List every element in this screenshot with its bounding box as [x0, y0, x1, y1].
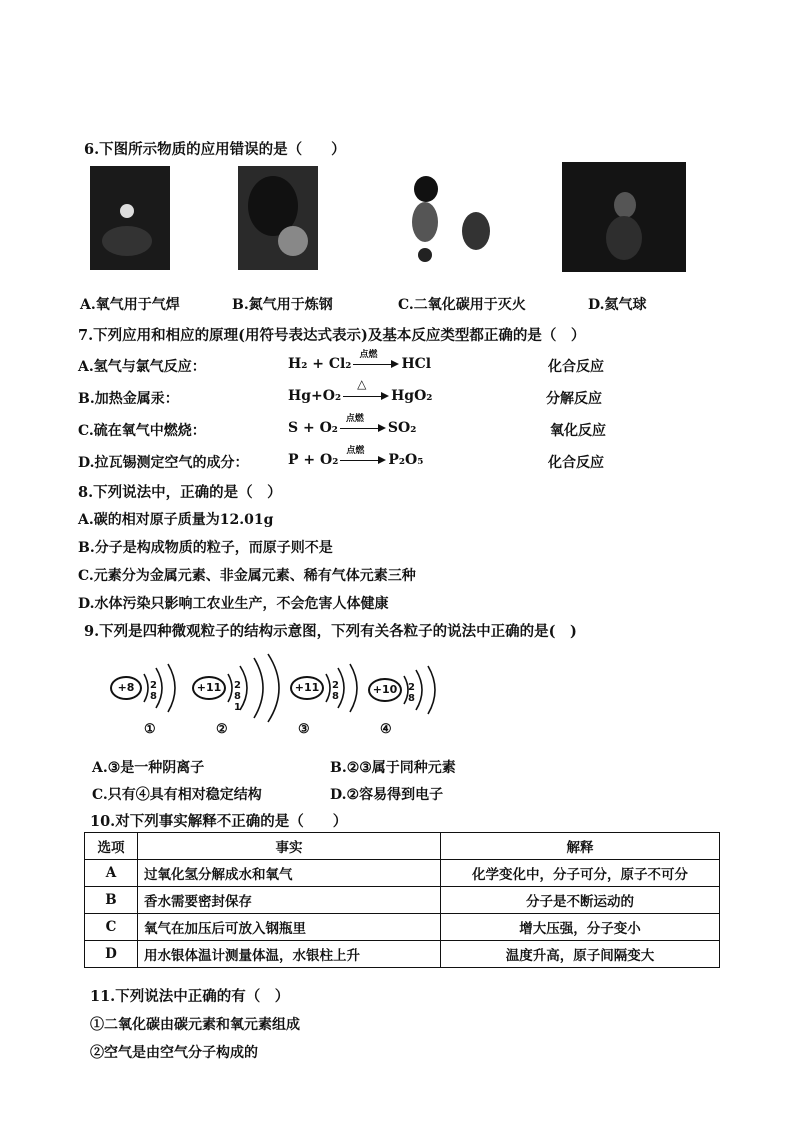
q6-option-c: C.二氧化碳用于灭火 [398, 297, 526, 313]
row-c-explanation: 增大压强，分子变小 [441, 914, 720, 941]
q9-option-d: D.②容易得到电子 [330, 787, 444, 803]
row-a-option: A [85, 860, 138, 887]
atom-1-nucleus: +8 [110, 676, 142, 700]
row-a-fact: 过氧化氢分解成水和氧气 [138, 860, 441, 887]
q7-row-c-condition: 点燃 [345, 414, 364, 424]
electron-shell-arcs-icon [316, 660, 376, 716]
q11-stem: 11.下列说法中正确的有（ ） [90, 988, 290, 1005]
reaction-arrow-icon [353, 350, 399, 371]
q6-stem: 6.下图所示物质的应用错误的是（ ） [84, 141, 346, 158]
q7-row-c-label: C.硫在氧气中燃烧： [78, 423, 206, 439]
row-b-option: B [85, 887, 138, 914]
q7-row-b-products: HgO₂ [391, 388, 433, 404]
atom-4-label: ④ [380, 722, 392, 737]
q7-row-d-label: D.拉瓦锡测定空气的成分： [78, 455, 249, 471]
electron-shell-arcs-icon [218, 652, 298, 724]
row-c-fact: 氧气在加压后可放入钢瓶里 [138, 914, 441, 941]
q7-row-b-type: 分解反应 [546, 391, 602, 407]
q8-option-a: A.碳的相对原子质量为12.01g [78, 512, 274, 528]
q8-option-b: B.分子是构成物质的粒子，而原子则不是 [78, 540, 333, 556]
photo-oxygen-welding [90, 166, 170, 270]
q7-row-c-type: 氧化反应 [550, 423, 606, 439]
q7-row-a-type: 化合反应 [548, 359, 604, 375]
q7-row-d-condition: 点燃 [346, 446, 365, 456]
photo-helium-balloon [562, 162, 686, 272]
atom-1-electrons: 2 8 [150, 680, 163, 702]
header-option: 选项 [85, 833, 138, 860]
q6-option-a: A.氧气用于气焊 [80, 297, 180, 313]
q7-row-d-type: 化合反应 [548, 455, 604, 471]
atom-4-nucleus: +10 [368, 678, 402, 702]
atom-2-electrons: 2 8 1 [234, 680, 247, 713]
table-header-row [85, 833, 720, 860]
table-row [85, 887, 720, 914]
q8-stem: 8.下列说法中，正确的是（ ） [78, 484, 282, 501]
reaction-arrow-icon [340, 414, 386, 435]
q7-row-d-products: P₂O₅ [388, 452, 424, 468]
atom-3-nucleus: +11 [290, 676, 324, 700]
photo-steelmaking [238, 166, 318, 270]
atom-3-label: ③ [298, 722, 310, 737]
q7-row-a-reactants: H₂ + Cl₂ [288, 356, 352, 372]
q7-row-d-equation [288, 446, 424, 468]
electron-shell-arcs-icon [134, 660, 194, 716]
q7-row-b-equation [288, 377, 433, 404]
electron-shell-arcs-icon [394, 662, 454, 718]
table-row [85, 941, 720, 968]
q10-stem: 10.对下列事实解释不正确的是（ ） [90, 813, 348, 830]
q7-row-a-label: A.氢气与氯气反应： [78, 359, 206, 375]
q7-row-a-products: HCl [401, 356, 432, 372]
q9-option-b: B.②③属于同种元素 [330, 760, 456, 776]
header-explanation: 解释 [441, 833, 720, 860]
q6-option-d: D.氦气球 [588, 297, 647, 313]
q7-row-a-equation [288, 350, 432, 372]
q6-option-b: B.氮气用于炼钢 [232, 297, 333, 313]
header-fact: 事实 [138, 833, 441, 860]
atom-2-label: ② [216, 722, 228, 737]
reaction-arrow-icon [340, 446, 386, 467]
atom-4-electrons: 2 8 [408, 682, 421, 704]
q11-item-1: ①二氧化碳由碳元素和氧元素组成 [90, 1017, 300, 1033]
q7-row-b-condition: △ [357, 377, 367, 391]
row-d-explanation: 温度升高，原子间隔变大 [441, 941, 720, 968]
q9-stem: 9.下列是四种微观粒子的结构示意图，下列有关各粒子的说法中正确的是( ) [84, 623, 577, 640]
row-a-explanation: 化学变化中，分子可分，原子不可分 [441, 860, 720, 887]
q7-row-c-equation [288, 414, 417, 436]
atom-2-nucleus: +11 [192, 676, 226, 700]
table-row [85, 860, 720, 887]
row-b-fact: 香水需要密封保存 [138, 887, 441, 914]
row-d-fact: 用水银体温计测量体温，水银柱上升 [138, 941, 441, 968]
q9-option-c: C.只有④具有相对稳定结构 [92, 787, 262, 803]
q8-option-d: D.水体污染只影响工农业生产，不会危害人体健康 [78, 596, 389, 612]
q7-row-b-reactants: Hg+O₂ [288, 388, 342, 404]
q10-table [84, 832, 720, 968]
reaction-arrow-icon [343, 377, 389, 403]
q7-row-d-reactants: P + O₂ [288, 452, 339, 468]
row-b-explanation: 分子是不断运动的 [441, 887, 720, 914]
q7-stem: 7.下列应用和相应的原理(用符号表达式表示)及基本反应类型都正确的是（ ） [78, 327, 586, 344]
q7-row-a-condition: 点燃 [359, 350, 378, 360]
table-row [85, 914, 720, 941]
q7-row-c-reactants: S + O₂ [288, 420, 338, 436]
q8-option-c: C.元素分为金属元素、非金属元素、稀有气体元素三种 [78, 568, 416, 584]
q11-item-2: ②空气是由空气分子构成的 [90, 1045, 258, 1061]
q7-row-b-label: B.加热金属汞： [78, 391, 179, 407]
row-c-option: C [85, 914, 138, 941]
q9-option-a: A.③是一种阴离子 [92, 760, 205, 776]
atom-1-label: ① [144, 722, 156, 737]
atom-3-electrons: 2 8 [332, 680, 345, 702]
photo-fire-extinguishing [404, 172, 498, 272]
q7-row-c-products: SO₂ [387, 420, 417, 436]
row-d-option: D [85, 941, 138, 968]
